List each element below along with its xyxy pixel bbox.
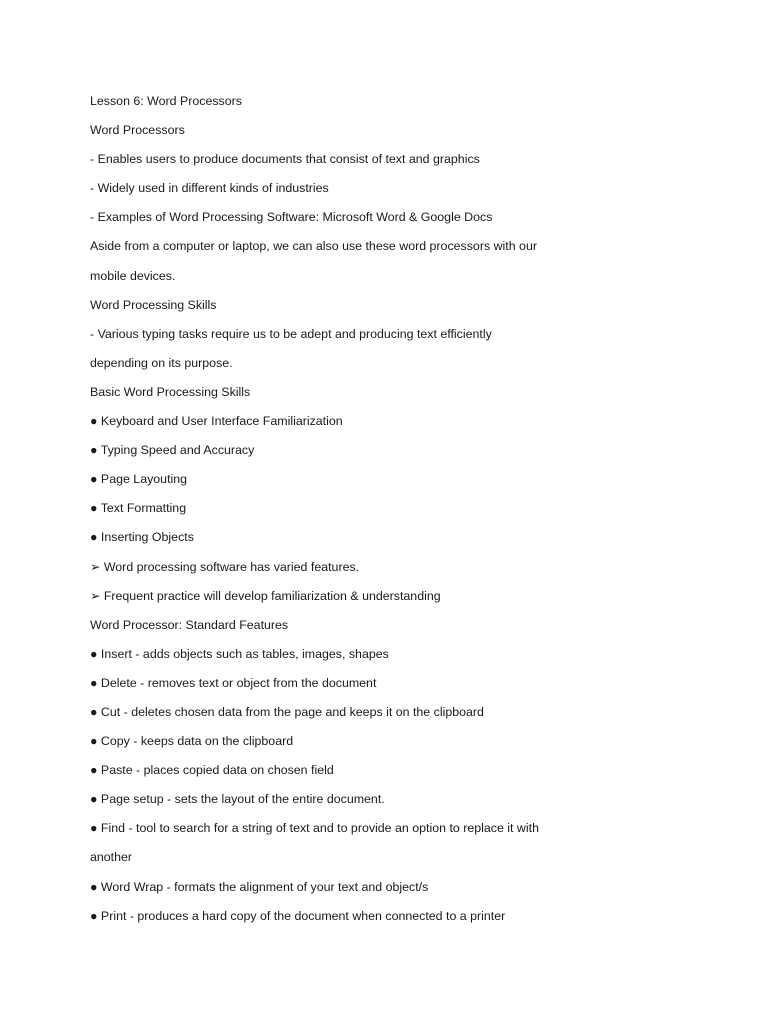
bullet-item: ● Page setup - sets the layout of the entire document. — [90, 792, 385, 807]
bullet-item: ● Keyboard and User Interface Familiarization — [90, 414, 343, 429]
section-heading: Basic Word Processing Skills — [90, 384, 251, 399]
section-heading: Word Processors — [90, 123, 185, 138]
bullet-item: ● Typing Speed and Accuracy — [90, 443, 255, 458]
document-body — [90, 87, 690, 931]
bullet-item: ● Find - tool to search for a string of text and to provide an option to replace it with — [90, 821, 539, 836]
text-line: Aside from a computer or laptop, we can also use these word processors with our — [90, 239, 537, 254]
bullet-item: ● Copy - keeps data on the clipboard — [90, 734, 294, 749]
bullet-item: ● Text Formatting — [90, 501, 187, 516]
bullet-item: ● Insert - adds objects such as tables, images, shapes — [90, 646, 389, 661]
section-heading: Word Processor: Standard Features — [90, 617, 289, 632]
text-line: - Widely used in different kinds of industries — [90, 181, 329, 196]
text-line: depending on its purpose. — [90, 355, 233, 370]
text-line: - Examples of Word Processing Software: Microsoft Word & Google Docs — [90, 210, 493, 225]
bullet-item: ● Cut - deletes chosen data from the page and keeps it on the clipboard — [90, 704, 484, 719]
lesson-title: Lesson 6: Word Processors — [90, 94, 242, 108]
arrow-item: ➢ Frequent practice will develop familiarization & understanding — [90, 588, 441, 603]
text-line: another — [90, 850, 133, 865]
bullet-item: ● Word Wrap - formats the alignment of your text and object/s — [90, 879, 429, 894]
arrow-item: ➢ Word processing software has varied features. — [90, 559, 360, 574]
bullet-item: ● Print - produces a hard copy of the document when connected to a printer — [90, 908, 506, 923]
bullet-item: ● Inserting Objects — [90, 530, 194, 545]
section-heading: Word Processing Skills — [90, 297, 217, 312]
bullet-item: ● Page Layouting — [90, 472, 188, 487]
text-line: mobile devices. — [90, 268, 176, 283]
text-line: - Enables users to produce documents that consist of text and graphics — [90, 152, 480, 167]
text-line: - Various typing tasks require us to be adept and producing text efficiently — [90, 326, 492, 341]
bullet-item: ● Delete - removes text or object from the document — [90, 675, 377, 690]
bullet-item: ● Paste - places copied data on chosen field — [90, 763, 334, 778]
